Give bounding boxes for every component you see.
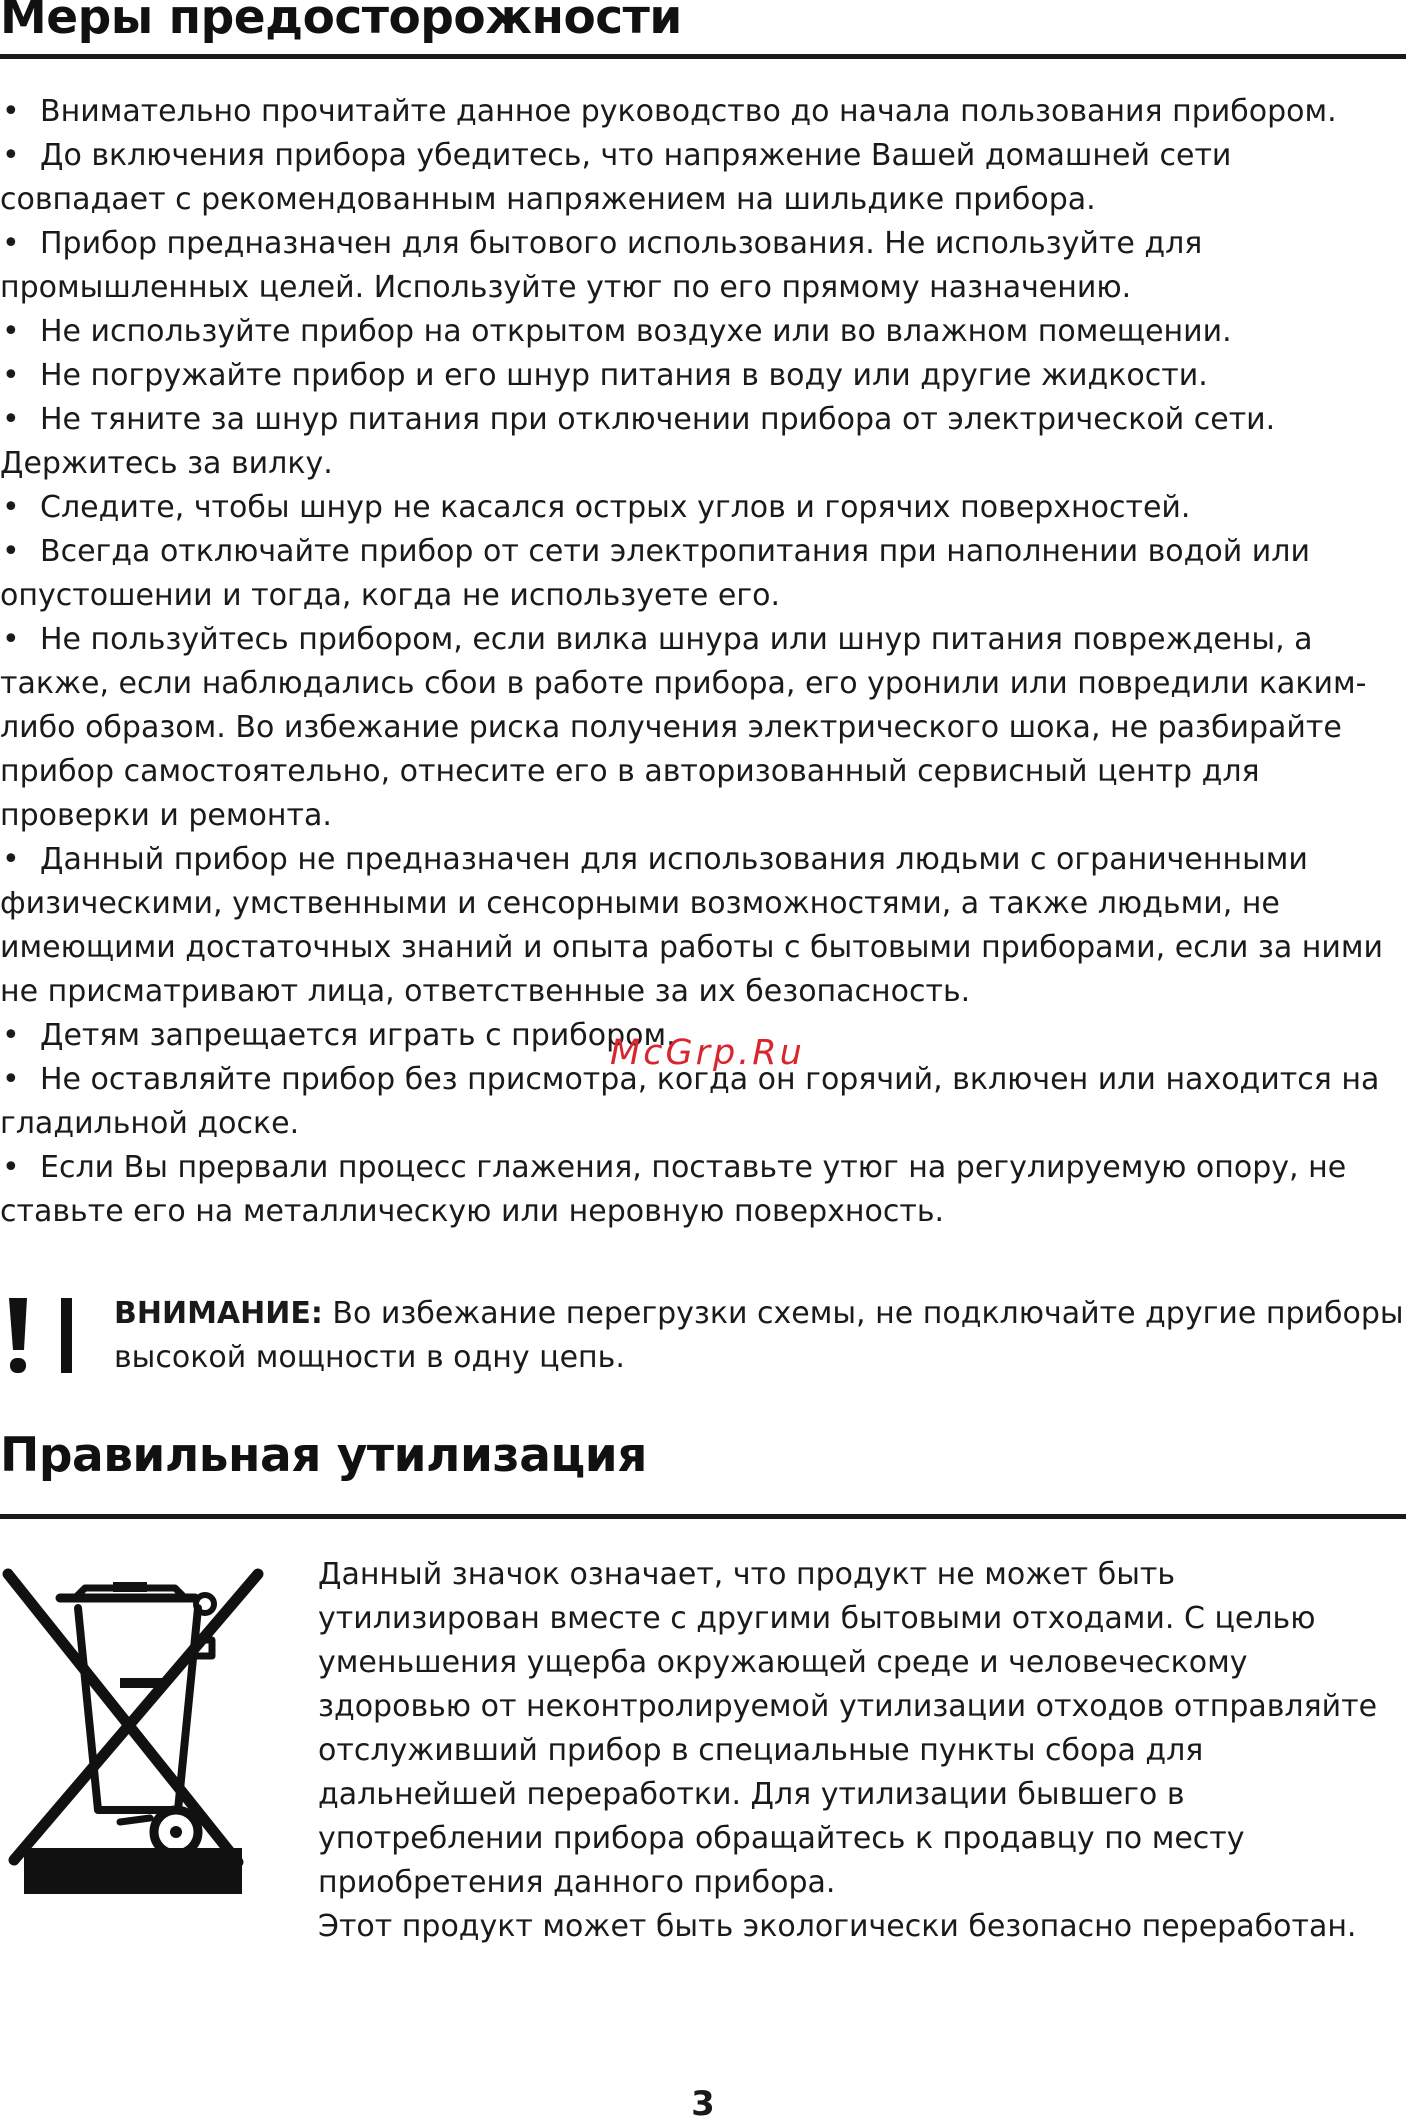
list-item <box>0 838 1406 1014</box>
list-item-text: Не погружайте прибор и его шнур питания в воду или другие жидкости. <box>40 358 1208 393</box>
list-item <box>0 530 1406 618</box>
bullet: • <box>2 94 20 129</box>
page-number: 3 <box>691 2084 715 2124</box>
bullet: • <box>2 534 20 569</box>
disposal-paragraph: Этот продукт может быть экологически безопасно переработан. <box>318 1909 1357 1944</box>
bullet: • <box>2 490 20 525</box>
double-exclamation-icon <box>6 1296 76 1376</box>
disposal-paragraph: Данный значок означает, что продукт не может быть утилизирован вместе с другими бытовыми отходами. С целью уменьшения ущерба окружающей среде и человеческому здоровью от неконтролируемой утилизации отходов отправляйте отслуживший прибор в специальные пункты сбора для дальнейшей переработки. Для утилизации бывшего в употреблении прибора обращайтесь к продавцу по месту приобретения данного прибора. <box>318 1557 1378 1900</box>
bullet: • <box>2 402 20 437</box>
warning-note <box>0 1292 1406 1392</box>
list-item-text: Всегда отключайте прибор от сети электропитания при наполнении водой или опустошении и тогда, когда не используете его. <box>0 534 1310 613</box>
list-item-text: Данный прибор не предназначен для использования людьми с ограниченными физическими, умственными и сенсорными возможностями, а также людьми, не имеющими достаточных знаний и опыта работы с бытовыми приборами, если за ними не присматривают лица, ответственные за их безопасность. <box>0 842 1384 1009</box>
list-item <box>0 222 1406 310</box>
list-item <box>0 90 1406 134</box>
warning-label: ВНИМАНИЕ: <box>114 1296 323 1331</box>
bullet: • <box>2 622 20 657</box>
list-item-text: Внимательно прочитайте данное руководство до начала пользования прибором. <box>40 94 1337 129</box>
bullet: • <box>2 226 20 261</box>
list-item-text: Не используйте прибор на открытом воздухе или во влажном помещении. <box>40 314 1232 349</box>
crossed-out-wheelie-bin-icon <box>0 1560 265 1900</box>
watermark: McGrp.Ru <box>610 1033 805 1073</box>
bullet: • <box>2 314 20 349</box>
list-item-text: До включения прибора убедитесь, что напряжение Вашей домашней сети совпадает с рекомендованным напряжением на шильдике прибора. <box>0 138 1232 217</box>
bullet: • <box>2 1018 20 1053</box>
precautions-title: Меры предосторожности <box>0 0 682 45</box>
disposal-title: Правильная утилизация <box>0 1428 647 1483</box>
warning-body: Во избежание перегрузки схемы, не подключайте другие приборы высокой мощности в одну цепь. <box>114 1296 1404 1375</box>
list-item <box>0 310 1406 354</box>
bullet: • <box>2 138 20 173</box>
bullet: • <box>2 842 20 877</box>
title-divider <box>0 1514 1406 1519</box>
bullet: • <box>2 1150 20 1185</box>
bullet: • <box>2 1062 20 1097</box>
list-item <box>0 134 1406 222</box>
list-item <box>0 398 1406 486</box>
list-item-text: Детям запрещается играть с прибором. <box>40 1018 676 1053</box>
list-item-text: Если Вы прервали процесс глажения, поставьте утюг на регулируемую опору, не ставьте его на металлическую или неровную поверхность. <box>0 1150 1347 1229</box>
bullet: • <box>2 358 20 393</box>
list-item <box>0 1146 1406 1234</box>
list-item <box>0 354 1406 398</box>
list-item <box>0 618 1406 838</box>
title-divider <box>0 54 1406 59</box>
disposal-text <box>318 1553 1406 1949</box>
list-item-text: Не оставляйте прибор без присмотра, когда он горячий, включен или находится на гладильной доске. <box>0 1062 1380 1141</box>
list-item-text: Следите, чтобы шнур не касался острых углов и горячих поверхностей. <box>40 490 1191 525</box>
list-item-text: Прибор предназначен для бытового использования. Не используйте для промышленных целей. Используйте утюг по его прямому назначению. <box>0 226 1203 305</box>
list-item <box>0 486 1406 530</box>
list-item-text: Не тяните за шнур питания при отключении прибора от электрической сети. Держитесь за вилку. <box>0 402 1276 481</box>
warning-text <box>114 1292 1404 1380</box>
list-item-text: Не пользуйтесь прибором, если вилка шнура или шнур питания повреждены, а также, если наблюдались сбои в работе прибора, его уронили или повредили каким-либо образом. Во избежание риска получения электрического шока, не разбирайте прибор самостоятельно, отнесите его в авторизованный сервисный центр для проверки и ремонта. <box>0 622 1367 833</box>
